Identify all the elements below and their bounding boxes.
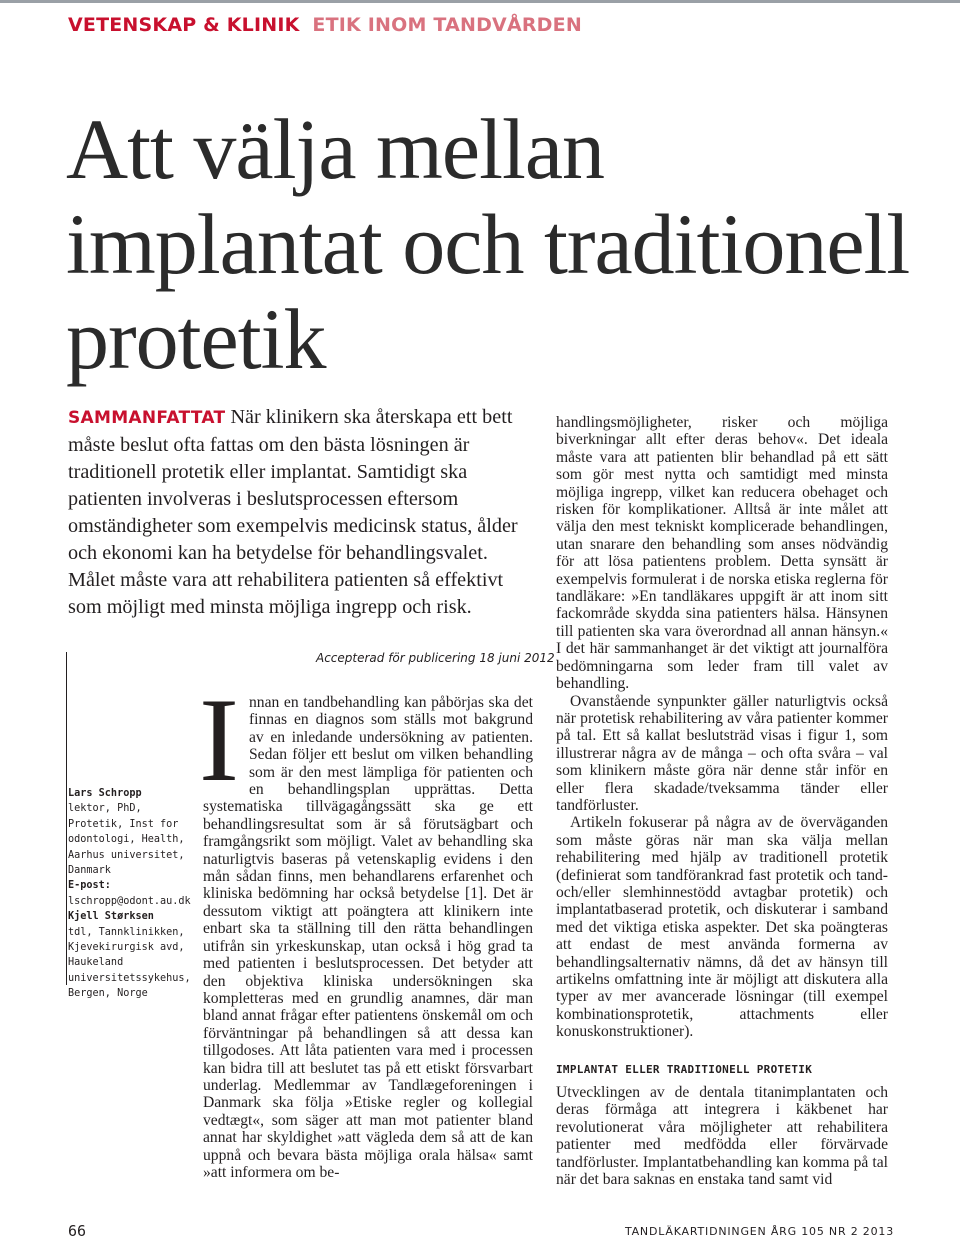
section-header (68, 14, 582, 36)
body-paragraph: handlingsmöjligheter, risker och möjliga biverkningar allt efter deras behov«. Det ideala måste vara att patienten blir behandlad på ett sätt som gör mest nytta och samtidigt med minsta möjliga ingrepp, vilket kan reducera obehaget och risken för komplikationer. Alltså är inte målet att välja den mest tekniskt komplicerade behandlingen, utan snarare den behandling som anses nödvändig för att lösa patientens problem. Detta synsätt är exempelvis formulerat i de norska etiska reglerna för tandläkare: »En tandläkares uppgift är att inom sitt fackområde skydda sina patienters hälsa. Hänsynen till patienten ska vara överordnad all annan hänsyn.« I det här sammanhanget är det viktigt att journalföra bedömningarna som leder fram till valet av behandling. (556, 414, 888, 693)
drop-cap: I (199, 673, 239, 806)
author-affiliation: tdl, Tannklinikken, Kjevekirurgisk avd, Haukeland universitetssykehus, Bergen, Norge (68, 926, 191, 1000)
author-name: Kjell Størksen (68, 911, 154, 923)
body-column-middle (199, 673, 533, 1181)
summary-label: SAMMANFATTAT (68, 408, 226, 428)
article-title: Att välja mellan implantat och traditionell protetik (66, 101, 910, 387)
author-email (68, 878, 191, 909)
author-block (68, 786, 191, 1002)
author-rule (66, 652, 67, 985)
page-number: 66 (68, 1222, 87, 1240)
section-subheading: IMPLANTAT ELLER TRADITIONELL PROTETIK (556, 1062, 813, 1076)
body-paragraph (199, 673, 533, 1181)
author-name: Lars Schropp (68, 788, 142, 799)
body-column-right (556, 414, 888, 1188)
body-paragraph: Artikeln fokuserar på några av de överväganden som måste göras när man ska välja mellan rehabilitering med hjälp av traditionell protetik (definierat som tandförankrad fast protetik och tand- och/eller slemhinnestödd avtagbar protetik) och implantatbaserad protetik, och diskuterar i samband med det viktiga etiska aspekter. Det ska poängteras att endast de mest använda formerna av behandlingsalternativ nämns, då det av hänsyn till artikelns omfattning inte är möjligt att diskutera alla typer av mer avancerade lösningar (till exempel kombinationsprotetik, attachments eller konuskonstruktioner). (556, 814, 888, 1041)
summary-text: När klinikern ska återskapa ett bett måste beslut ofta fattas om den bästa lösningen är traditionell protetik eller implantat. Samtidigt ska patienten involveras i beslutsprocessen eftersom omständigheter som exempelvis medicinsk status, ålder och ekonomi kan ha betydelse för behandlingsvalet. Målet måste vara att rehabilitera patienten så effektivt som möjligt med minsta möjliga ingrepp och risk. (68, 406, 518, 618)
summary (68, 404, 534, 621)
subsection-label: ETIK INOM TANDVÅRDEN (312, 14, 582, 36)
email-label: E-post: (68, 880, 111, 892)
email-address[interactable]: lschropp@odont.au.dk (68, 895, 191, 907)
body-paragraph: Ovanstående synpunkter gäller naturligtvis också när protetisk rehabilitering av våra patienter kommer på tal. Ett så kallat beslutsträd visas i figur 1, som illustrerar några av de många – och ofta svåra – val som klinikern måste göra när denne står inför en eller flera skadade/tveksamma tänder eller tandförluster. (556, 692, 888, 814)
section-label: VETENSKAP & KLINIK (68, 14, 300, 36)
body-text: nnan en tandbehandling kan påbörjas ska det finnas en diagnos som ställs mot bakgrund av en inledande undersökning av patienten. Sedan följer ett beslut om vilken behandling som är den mest lämpliga för patienten och en behandlingsplan upprättas. Detta systematiska tillvägagångssätt ska ge ett behandlingsresultat som är så förutsägbart och framgångsrikt som möjligt. Valet av behandling ska naturligtvis baseras på vetenskaplig evidens i den mån sådan finns, men behandlarens erfarenhet och kliniska bedömning har också betydelse [1]. Det är dessutom viktigt att poängtera att klinikern inte enbart ska ta ställning till den rätta behandlingen utifrån sin yrkeskunskap, utan också i hög grad ta med patienten i beslutsprocessen. Det betyder att den objektiva kliniska undersökningen ska kompletteras med en grundlig anamnes, där man bland annat frågar efter patientens önskemål om och förväntningar på behandlingen så att dessa kan tillgodoses. Att låta patienten vara med i processen kan bidra till att beslutet tas på ett etiskt försvarbart underlag. Medlemmar av Tandlægeforeningen i Danmark ska följa »Etiske regler og kollegial vedtægt«, som säger att man mot patienter bland annat har skyldighet »att vägleda dem så att de kan uppnå och bevara bästa möjliga orala hälsa« samt »att informera om be- (203, 694, 533, 1181)
accepted-date: Accepterad för publicering 18 juni 2012 (316, 651, 555, 665)
publication-info: TANDLÄKARTIDNINGEN ÅRG 105 NR 2 2013 (624, 1225, 894, 1238)
top-rule (0, 0, 960, 3)
body-paragraph: Utvecklingen av de dentala titanimplantaten och deras förmåga att integrera i käkbenet har revolutionerat våra möjligheter att rehabilitera patienter med medfödda eller förvärvade tandförluster. Implantatbehandling kan komma på tal när det bara saknas en enstaka tand samt vid (556, 1084, 888, 1189)
author-affiliation: lektor, PhD, Protetik, Inst for odontologi, Health, Aarhus universitet, Danmark (68, 803, 185, 877)
